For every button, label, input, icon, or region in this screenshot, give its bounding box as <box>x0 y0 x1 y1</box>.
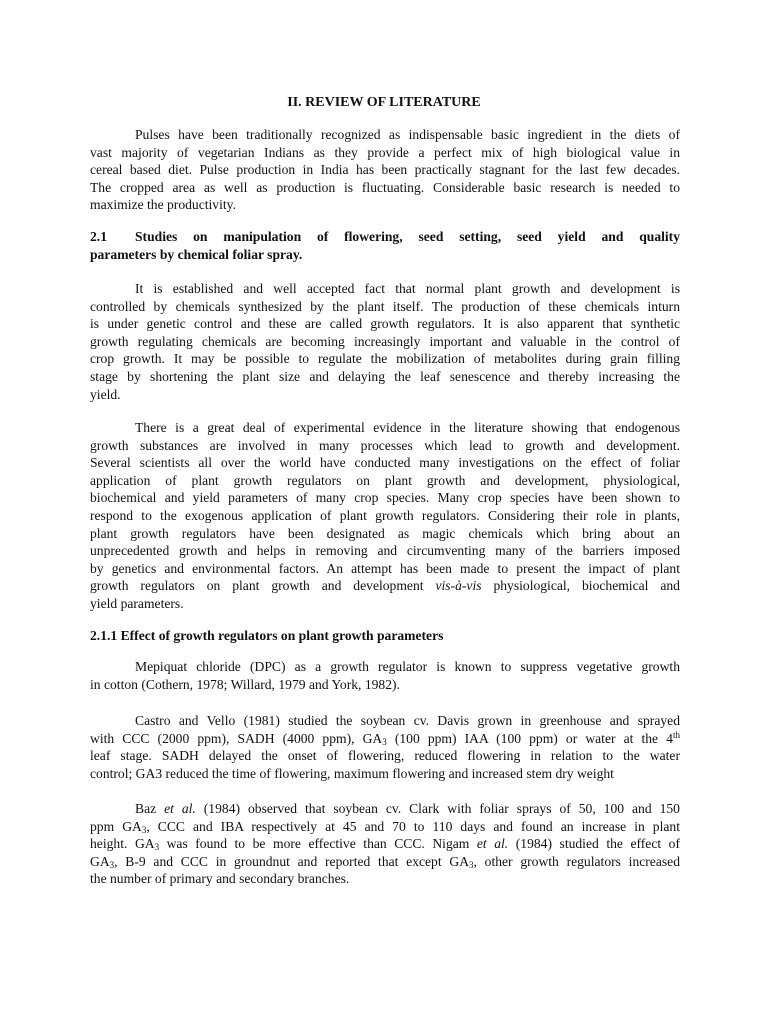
text-span: GA <box>134 836 155 852</box>
paragraph-experimental-evidence <box>90 419 680 613</box>
text-line: the number of primary and secondary branches. <box>90 871 350 887</box>
text-line: unprecedented growth and helps in removing and circumventing many of the barriers imposed <box>90 543 680 559</box>
text-line: vast majority of vegetarian Indians as they provide a perfect mix of high biological value in <box>90 144 680 160</box>
text-span: ppm GA <box>90 818 142 834</box>
text-line: growth regulating chemicals are becoming increasingly important and valuable in the control of <box>90 333 680 349</box>
text-line: The cropped area as well as production is fluctuating. Considerable basic research is needed to <box>90 179 680 195</box>
italic-term: et al. <box>476 836 509 852</box>
subscript: 3 <box>154 842 160 853</box>
text-span: Baz <box>135 801 165 816</box>
text-line <box>90 730 680 748</box>
text-line: biochemical and yield parameters of many crop species. Many crop species have been shown to <box>90 490 680 506</box>
text-span: GA <box>90 853 110 869</box>
paragraph-castro-vello <box>90 712 680 782</box>
text-line: leaf stage. SADH delayed the onset of flowering, reduced flowering in relation to the water <box>90 748 680 764</box>
subscript: 3 <box>141 824 147 835</box>
text-line: yield. <box>90 386 121 402</box>
text-line <box>90 835 680 853</box>
text-span: , B-9 and CCC in groundnut and reported that except GA <box>114 853 470 869</box>
italic-term: et al. <box>164 801 196 816</box>
text-span: growth regulators on plant growth and development <box>90 578 424 594</box>
text-line: in cotton (Cothern, 1978; Willard, 1979 and York, 1982). <box>90 676 400 692</box>
superscript: th <box>672 729 680 740</box>
text-span: was found to be more effective than CCC. Nigam <box>159 836 477 852</box>
text-line: yield parameters. <box>90 595 184 611</box>
text-line: by genetics and environmental factors. An attempt has been made to present the impact of plant <box>90 560 680 576</box>
text-line: Several scientists all over the world have conducted many investigations on the effect of foliar <box>90 455 680 471</box>
paragraph-growth-regulators <box>90 280 680 403</box>
subscript: 3 <box>382 736 387 747</box>
section-title-line: Studies on manipulation of flowering, seed setting, seed yield and quality <box>135 229 680 244</box>
text-span: (1984) observed that soybean cv. Clark with foliar sprays of 50, 100 and 150 <box>195 801 680 816</box>
text-span: with CCC (2000 ppm), SADH (4000 ppm), GA <box>90 730 383 746</box>
subscript: 3 <box>109 859 115 870</box>
text-line <box>90 577 680 595</box>
text-span: (100 ppm) IAA (100 ppm) or water at the 4 <box>386 730 673 746</box>
text-line: Castro and Vello (1981) studied the soybean cv. Davis grown in greenhouse and sprayed <box>135 713 680 728</box>
text-line <box>90 800 680 818</box>
subscript: 3 <box>469 859 474 870</box>
text-line: maximize the productivity. <box>90 197 236 213</box>
text-line: plant growth regulators have been designated as magic chemicals which bring about an <box>90 525 680 541</box>
text-line: It is established and well accepted fact that normal plant growth and development is <box>135 281 680 296</box>
text-span: (1984) studied the effect of <box>508 836 681 852</box>
text-line: application of plant growth regulators on plant growth and development, physiological, <box>90 472 680 488</box>
text-line: respond to the exogenous application of plant growth regulators. Considering their role in plants, <box>90 507 680 523</box>
text-span: , CCC and IBA respectively at 45 and 70 to 110 days and found an increase in plant <box>146 818 680 834</box>
paragraph-mepiquat <box>90 658 680 693</box>
text-line: Mepiquat chloride (DPC) as a growth regulator is known to suppress vegetative growth <box>135 659 680 674</box>
text-span: , other growth regulators increased <box>473 853 680 869</box>
text-line: is under genetic control and these are called growth regulators. It is also apparent that synthetic <box>90 316 680 332</box>
text-line <box>90 818 680 836</box>
text-line: stage by shortening the plant size and delaying the leaf senescence and thereby increasing the <box>90 368 680 384</box>
intro-paragraph <box>90 126 680 214</box>
paragraph-baz-nigam <box>90 800 680 888</box>
text-line: controlled by chemicals synthesized by the plant itself. The production of these chemicals inturn <box>90 298 680 314</box>
page-title: II. REVIEW OF LITERATURE <box>287 95 481 110</box>
text-span: height. <box>90 836 128 852</box>
text-line: control; GA3 reduced the time of flowering, maximum flowering and increased stem dry weight <box>90 765 614 781</box>
text-line: crop growth. It may be possible to regulate the mobilization of metabolites during grain filling <box>90 351 680 367</box>
text-span: physiological, biochemical and <box>481 578 680 594</box>
text-line: cereal based diet. Pulse production in India has been practically stagnant for the last few decades. <box>90 162 680 178</box>
text-line <box>90 853 680 871</box>
subsection-heading: 2.1.1 Effect of growth regulators on plant growth parameters <box>90 628 444 643</box>
text-line: There is a great deal of experimental evidence in the literature showing that endogenous <box>135 420 680 435</box>
italic-term: vis-à-vis <box>435 578 482 594</box>
section-heading <box>90 228 680 263</box>
text-line: growth substances are involved in many processes which lead to growth and development. <box>90 437 680 453</box>
section-number: 2.1 <box>90 229 107 244</box>
section-title-line: parameters by chemical foliar spray. <box>90 246 303 262</box>
text-line: Pulses have been traditionally recognized as indispensable basic ingredient in the diets of <box>135 127 680 142</box>
